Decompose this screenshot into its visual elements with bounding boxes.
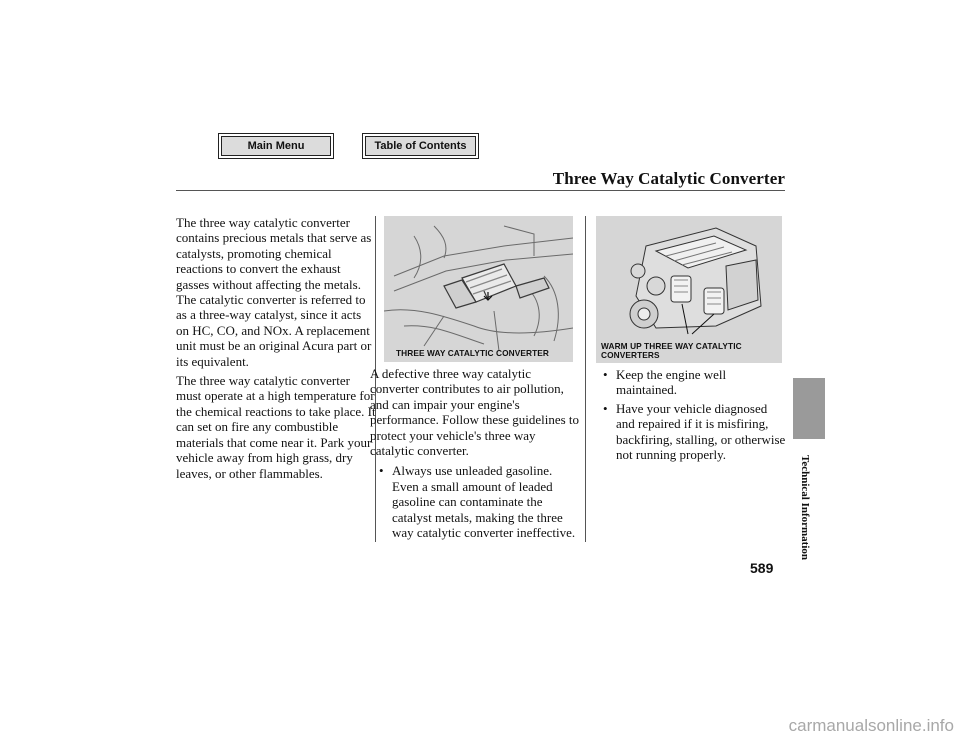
list-item: [370, 463, 580, 540]
list-item: [594, 367, 789, 398]
column-divider: [585, 216, 586, 542]
main-menu-button[interactable]: [218, 133, 334, 159]
column-3: [594, 367, 789, 465]
list-item-text: Keep the engine well maintained.: [616, 367, 727, 398]
bullet-icon: •: [603, 367, 608, 382]
page-number: 589: [750, 560, 774, 576]
section-label: [797, 455, 817, 561]
catalytic-converter-illustration: [384, 216, 573, 362]
warm-up-converters-illustration: [596, 216, 782, 363]
bullet-icon: •: [603, 400, 608, 416]
column-2: [370, 366, 580, 543]
page-title: Three Way Catalytic Converter: [552, 169, 785, 188]
list-item: [594, 401, 789, 463]
main-menu-label: Main Menu: [221, 136, 331, 156]
paragraph: A defective three way catalytic converter contributes to air pollution, and can impair your engine's performance. Follow these guidelines to protect your vehicle's three way catalytic converter.: [370, 366, 580, 459]
list-item-text: Have your vehicle diagnosed and repaired if it is misfiring, backfiring, stalling, or otherwise not running properly.: [616, 400, 786, 463]
underbody-drawing: [384, 216, 573, 362]
bullet-icon: •: [379, 463, 384, 479]
section-label-text: Technical Information: [799, 455, 811, 561]
section-tab: [793, 378, 825, 439]
bullet-list: [370, 463, 580, 540]
table-of-contents-label: Table of Contents: [365, 136, 476, 156]
table-of-contents-button[interactable]: [362, 133, 479, 159]
column-1: [176, 215, 376, 485]
list-item-text: Always use unleaded gasoline. Even a small amount of leaded gasoline can contaminate the catalyst metals, making the three way catalytic converter ineffective.: [392, 463, 576, 541]
paragraph: The three way catalytic converter contains precious metals that serve as catalysts, promoting chemical reactions to convert the exhaust gasses without affecting the metals. The catalytic converter is referred to as a three-way catalyst, since it acts on HC, CO, and NOx. A replacement unit must be an original Acura part or its equivalent.: [176, 215, 372, 369]
watermark: carmanualsonline.info: [788, 716, 954, 735]
figure-caption: THREE WAY CATALYTIC CONVERTER: [396, 348, 550, 358]
title-divider: [176, 190, 785, 191]
paragraph: The three way catalytic converter must operate at a high temperature for the chemical reactions to take place. It can set on fire any combustible materials that come near it. Park your vehicle away from high grass, dry leaves, or other flammables.: [176, 373, 376, 481]
figure-caption: WARM UP THREE WAY CATALYTIC CONVERTERS: [601, 341, 742, 360]
